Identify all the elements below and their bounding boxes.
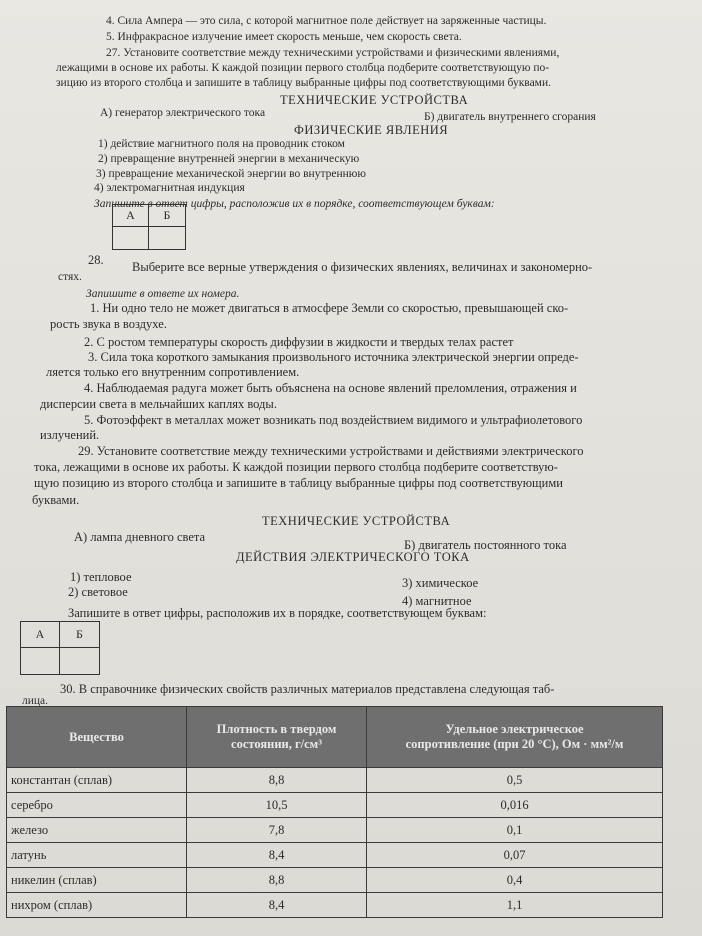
q29-instruction: Запишите в ответ цифры, расположив их в порядке, соответствующем буквам:	[68, 606, 487, 620]
cell-substance: никелин (сплав)	[7, 868, 187, 893]
q29-action-3: 3) химическое	[402, 576, 479, 590]
q30-line-2: лица.	[22, 695, 49, 707]
cell-resistivity: 1,1	[367, 893, 663, 918]
q29-line-3: щую позицию из второго столбца и запишите в таблицу выбранные цифры под соответствующими	[34, 476, 563, 490]
q28-statement-3: 3. Сила тока короткого замыкания произвольного источника электрической энергии опреде-	[88, 350, 579, 364]
cell-resistivity: 0,5	[367, 768, 663, 793]
q28-statement-4-cont: дисперсии света в мельчайших каплях воды.	[40, 397, 277, 411]
header-substance: Вещество	[7, 707, 187, 768]
q27-answer-cell-a[interactable]	[113, 227, 149, 249]
table-row	[7, 843, 663, 868]
header-resistivity	[367, 707, 663, 768]
cell-density: 8,4	[187, 893, 367, 918]
q29-answer-cell-a[interactable]	[21, 648, 60, 674]
q29-action-2: 2) световое	[68, 585, 128, 599]
cell-density: 10,5	[187, 793, 367, 818]
cell-substance: латунь	[7, 843, 187, 868]
q27-device-a: А) генератор электрического тока	[100, 107, 266, 119]
q29-devices-heading: ТЕХНИЧЕСКИЕ УСТРОЙСТВА	[262, 514, 451, 528]
q29-line-4: буквами.	[32, 493, 80, 507]
q29-answer-header-a: А	[21, 622, 60, 648]
statement-4: 4. Сила Ампера — это сила, с которой магнитное поле действует на заряженные частицы.	[106, 15, 547, 27]
q27-answer-cell-b[interactable]	[149, 227, 185, 249]
q27-phenomenon-3: 3) превращение механической энергии во внутреннюю	[96, 168, 366, 180]
q28-statement-3-cont: ляется только его внутренним сопротивлением.	[46, 365, 300, 379]
q28-statement-1: 1. Ни одно тело не может двигаться в атмосфере Земли со скоростью, превышающей ско-	[90, 301, 569, 315]
q27-devices-heading: ТЕХНИЧЕСКИЕ УСТРОЙСТВА	[280, 93, 469, 107]
q27-line-2: лежащими в основе их работы. К каждой позиции первого столбца подберите соответствующую по-	[56, 62, 550, 74]
table-row	[7, 818, 663, 843]
q27-phenomena-heading: ФИЗИЧЕСКИЕ ЯВЛЕНИЯ	[294, 123, 449, 137]
q29-answer-header-b: Б	[60, 622, 99, 648]
q27-answer-header-a: А	[113, 205, 149, 227]
q28-statement-5: 5. Фотоэффект в металлах может возникать под воздействием видимого и ультрафиолетового	[84, 413, 583, 427]
table-row	[7, 868, 663, 893]
q30-line-1: 30. В справочнике физических свойств различных материалов представлена следующая таб-	[60, 682, 555, 696]
cell-resistivity: 0,1	[367, 818, 663, 843]
cell-resistivity: 0,016	[367, 793, 663, 818]
q27-phenomenon-1: 1) действие магнитного поля на проводник стоком	[98, 138, 345, 150]
q28-number: 28.	[88, 253, 104, 267]
cell-resistivity: 0,4	[367, 868, 663, 893]
header-density-line-2: состоянии, г/см³	[231, 737, 322, 751]
cell-substance: константан (сплав)	[7, 768, 187, 793]
q28-statement-5-cont: излучений.	[40, 428, 100, 442]
q29-action-1: 1) тепловое	[70, 570, 132, 584]
q27-instruction: Запишите в ответ цифры, расположив их в порядке, соответствующем буквам:	[94, 198, 495, 210]
cell-substance: нихром (сплав)	[7, 893, 187, 918]
q27-device-b: Б) двигатель внутреннего сгорания	[424, 111, 596, 123]
cell-substance: железо	[7, 818, 187, 843]
cell-resistivity: 0,07	[367, 843, 663, 868]
header-resistivity-line-2: сопротивление (при 20 °С), Ом · мм²/м	[405, 737, 624, 751]
table-row	[7, 768, 663, 793]
q28-line-1: Выберите все верные утверждения о физических явлениях, величинах и закономерно-	[132, 260, 593, 274]
cell-substance: серебро	[7, 793, 187, 818]
materials-table	[6, 706, 663, 918]
q27-answer-header-b: Б	[149, 205, 185, 227]
q29-line-1: 29. Установите соответствие между техническими устройствами и действиями электрического	[78, 444, 584, 458]
q27-line-3: зицию из второго столбца и запишите в таблицу выбранные цифры под соответствующими буквами.	[56, 77, 551, 89]
q29-device-b: Б) двигатель постоянного тока	[404, 538, 567, 552]
q29-line-2: тока, лежащими в основе их работы. К каждой позиции первого столбца подберите соответствую-	[34, 460, 558, 474]
q28-line-2: стях.	[58, 271, 82, 283]
q29-action-4: 4) магнитное	[402, 594, 472, 608]
statement-5: 5. Инфракрасное излучение имеет скорость меньше, чем скорость света.	[106, 31, 462, 43]
q29-answer-table	[20, 621, 100, 675]
q27-phenomenon-2: 2) превращение внутренней энергии в механическую	[98, 153, 360, 165]
header-density-line-1: Плотность в твердом	[216, 722, 337, 736]
header-resistivity-line-1: Удельное электрическое	[445, 722, 584, 736]
q29-actions-heading: ДЕЙСТВИЯ ЭЛЕКТРИЧЕСКОГО ТОКА	[236, 550, 470, 564]
table-row	[7, 893, 663, 918]
materials-table-header	[7, 707, 663, 768]
q27-phenomenon-4: 4) электромагнитная индукция	[94, 182, 245, 194]
q29-device-a: А) лампа дневного света	[74, 530, 206, 544]
q28-statement-1-cont: рость звука в воздухе.	[50, 317, 167, 331]
q29-answer-cell-b[interactable]	[60, 648, 99, 674]
q27-answer-table	[112, 204, 186, 250]
cell-density: 7,8	[187, 818, 367, 843]
cell-density: 8,8	[187, 768, 367, 793]
cell-density: 8,4	[187, 843, 367, 868]
table-row	[7, 793, 663, 818]
q28-statement-4: 4. Наблюдаемая радуга может быть объяснена на основе явлений преломления, отражения и	[84, 381, 577, 395]
header-density	[187, 707, 367, 768]
q28-instruction: Запишите в ответе их номера.	[86, 288, 240, 300]
cell-density: 8,8	[187, 868, 367, 893]
q28-statement-2: 2. С ростом температуры скорость диффузии в жидкости и твердых телах растет	[84, 335, 514, 349]
q27-line-1: 27. Установите соответствие между техническими устройствами и физическими явлениями,	[106, 47, 560, 59]
